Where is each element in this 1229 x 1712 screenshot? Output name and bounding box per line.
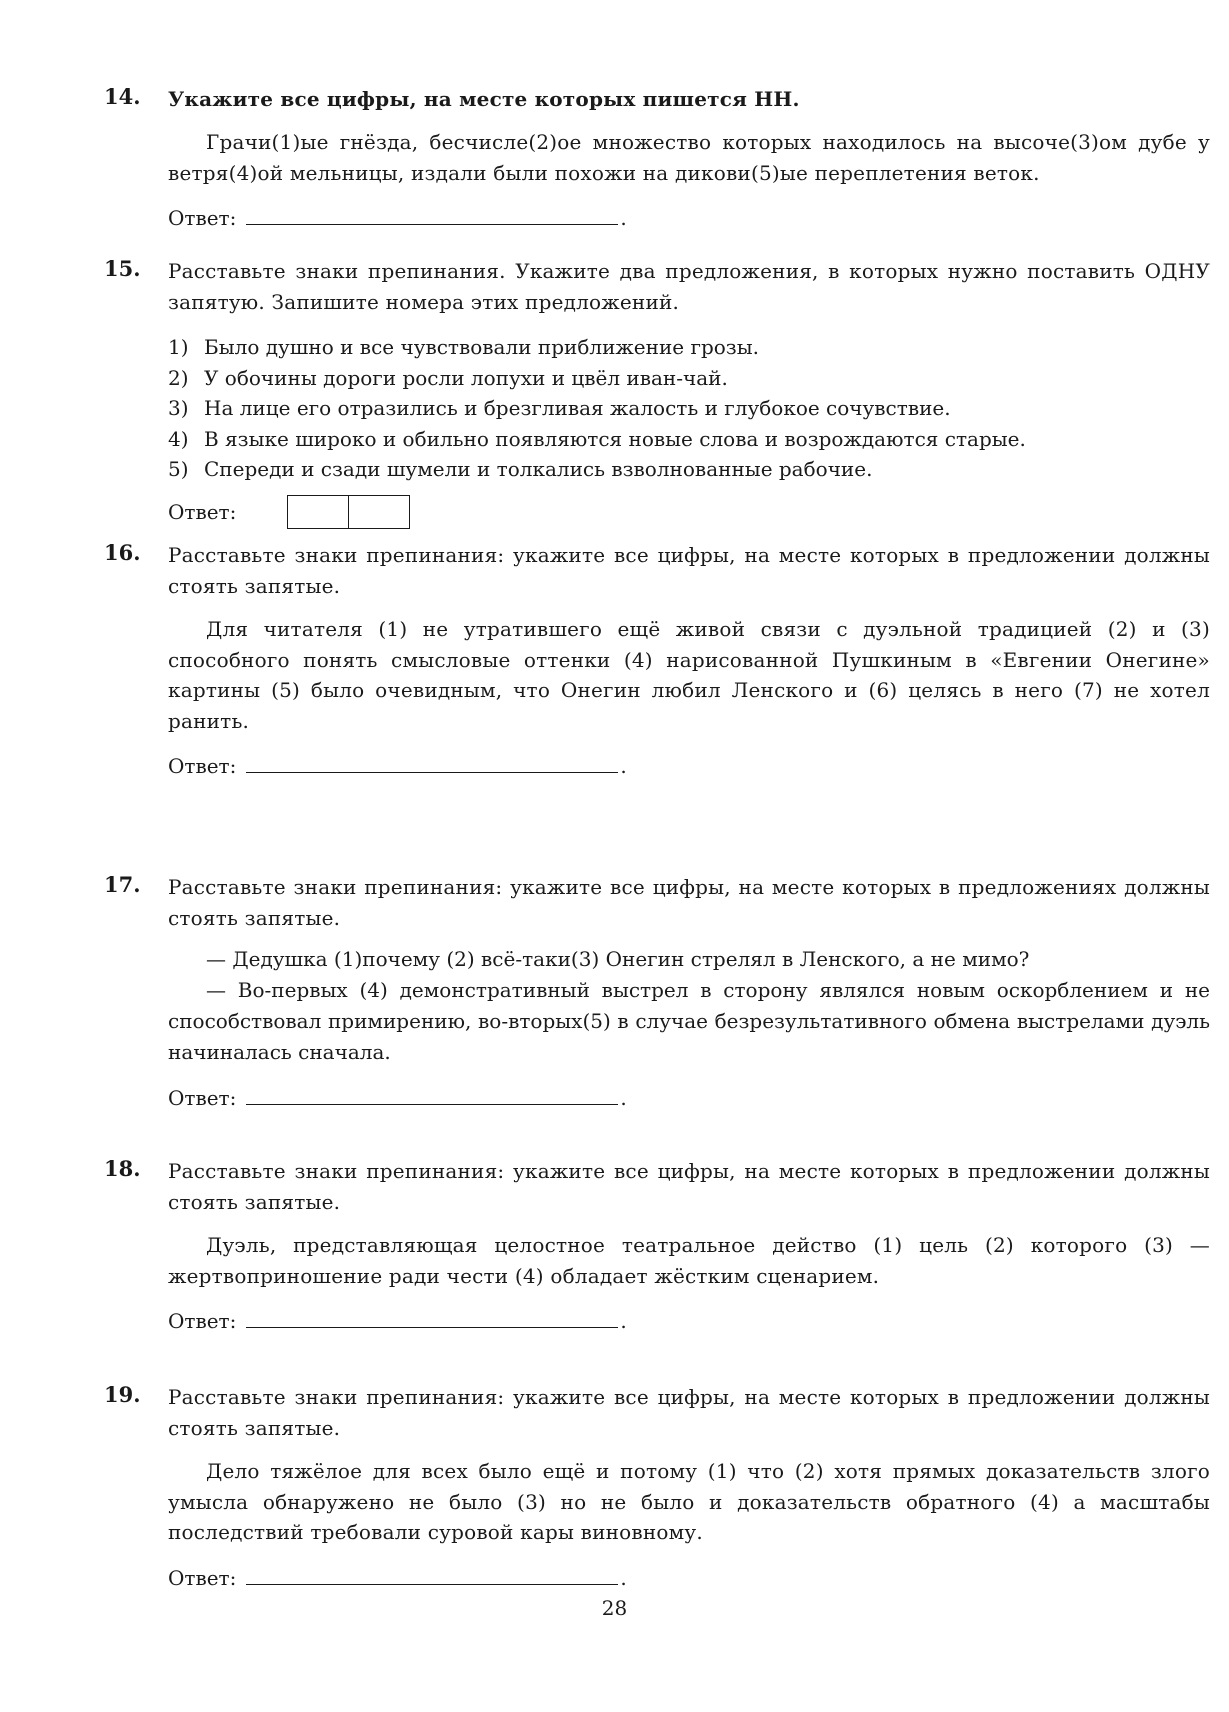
- task-question: Укажите все цифры, на месте которых пишется НН.: [168, 87, 800, 111]
- task-17: [104, 872, 1210, 1112]
- answer-box-2[interactable]: [349, 495, 410, 529]
- answer-row: Ответ: .: [168, 754, 627, 778]
- task-16: [104, 540, 1210, 780]
- dialogue: [168, 944, 1210, 1068]
- task-text: Грачи(1)ые гнёзда, бесчисле(2)ое множество которых находилось на высоче(3)ом дубе у ветря(4)ой мельницы, издали были похожи на дикови(5)ые переплетения веток.: [168, 130, 1210, 185]
- answer-line[interactable]: [246, 1564, 618, 1585]
- answer-line[interactable]: [246, 752, 618, 773]
- task-18: [104, 1156, 1210, 1335]
- task-number: 18.: [104, 1156, 141, 1181]
- answer-line[interactable]: [246, 1084, 618, 1105]
- task-number: 19.: [104, 1382, 141, 1407]
- task-text: Дуэль, представляющая целостное театральное действо (1) цель (2) которого (3) — жертвоприношение ради чести (4) обладает жёстким сценарием.: [168, 1233, 1210, 1288]
- answer-row: Ответ: .: [168, 1086, 627, 1110]
- task-number: 17.: [104, 872, 141, 897]
- answer-boxes: [287, 495, 410, 529]
- task-14: [104, 84, 1210, 232]
- task-question: Расставьте знаки препинания. Укажите два предложения, в которых нужно поставить ОДНУ запятую. Запишите номера этих предложений.: [168, 259, 1210, 314]
- answer-label: Ответ:: [168, 1086, 237, 1110]
- task-question: Расставьте знаки препинания: укажите все цифры, на месте которых в предложении должны стоять запятые.: [168, 1159, 1210, 1214]
- task-text: Дело тяжёлое для всех было ещё и потому (1) что (2) хотя прямых доказательств злого умысла обнаружено не было (3) но не было и доказательств обратного (4) а масштабы последствий требовали суровой кары виновному.: [168, 1459, 1210, 1544]
- task-text: Для читателя (1) не утратившего ещё живой связи с дуэльной традицией (2) и (3) способного понять смысловые оттенки (4) нарисованной Пушкиным в «Евгении Онегине» картины (5) было очевидным, что Онегин любил Ленского и (6) целясь в него (7) не хотел ранить.: [168, 617, 1210, 733]
- answer-line[interactable]: [246, 204, 618, 225]
- answer-row: Ответ: .: [168, 1309, 627, 1333]
- answer-label: Ответ:: [168, 500, 237, 524]
- answer-label: Ответ:: [168, 754, 237, 778]
- list-item: 5) Спереди и сзади шумели и толкались взволнованные рабочие.: [168, 457, 873, 481]
- list-item: 3) На лице его отразились и брезгливая жалость и глубокое сочувствие.: [168, 396, 951, 420]
- page-number: 28: [601, 1596, 628, 1620]
- dialogue-line: — Дедушка (1)почему (2) всё-таки(3) Онегин стрелял в Ленского, а не мимо?: [206, 947, 1030, 971]
- task-number: 16.: [104, 540, 141, 565]
- list-item: 2) У обочины дороги росли лопухи и цвёл иван-чай.: [168, 365, 728, 390]
- task-19: [104, 1382, 1210, 1592]
- answer-row: [168, 497, 1210, 525]
- answer-row: Ответ: .: [168, 1565, 627, 1590]
- answer-label: Ответ:: [168, 206, 237, 230]
- answer-row: Ответ: .: [168, 206, 627, 230]
- answer-line[interactable]: [246, 1307, 618, 1328]
- answer-label: Ответ:: [168, 1565, 237, 1590]
- answer-box-1[interactable]: [287, 495, 349, 529]
- task-question: Расставьте знаки препинания: укажите все цифры, на месте которых в предложениях должны стоять запятые.: [168, 875, 1210, 930]
- sentence-list: [168, 332, 1210, 485]
- list-item: 1) Было душно и все чувствовали приближение грозы.: [168, 335, 759, 359]
- task-15: [104, 256, 1210, 525]
- dialogue-line: — Во-первых (4) демонстративный выстрел в сторону являлся новым оскорблением и не способствовал примирению, во-вторых(5) в случае безрезультативного обмена выстрелами дуэль начиналась сначала.: [168, 978, 1210, 1064]
- task-question: Расставьте знаки препинания: укажите все цифры, на месте которых в предложении должны стоять запятые.: [168, 543, 1210, 598]
- task-question: Расставьте знаки препинания: укажите все цифры, на месте которых в предложении должны стоять запятые.: [168, 1385, 1210, 1440]
- task-number: 15.: [104, 256, 141, 281]
- list-item: 4) В языке широко и обильно появляются новые слова и возрождаются старые.: [168, 426, 1026, 451]
- task-number: 14.: [104, 84, 141, 109]
- answer-label: Ответ:: [168, 1309, 237, 1333]
